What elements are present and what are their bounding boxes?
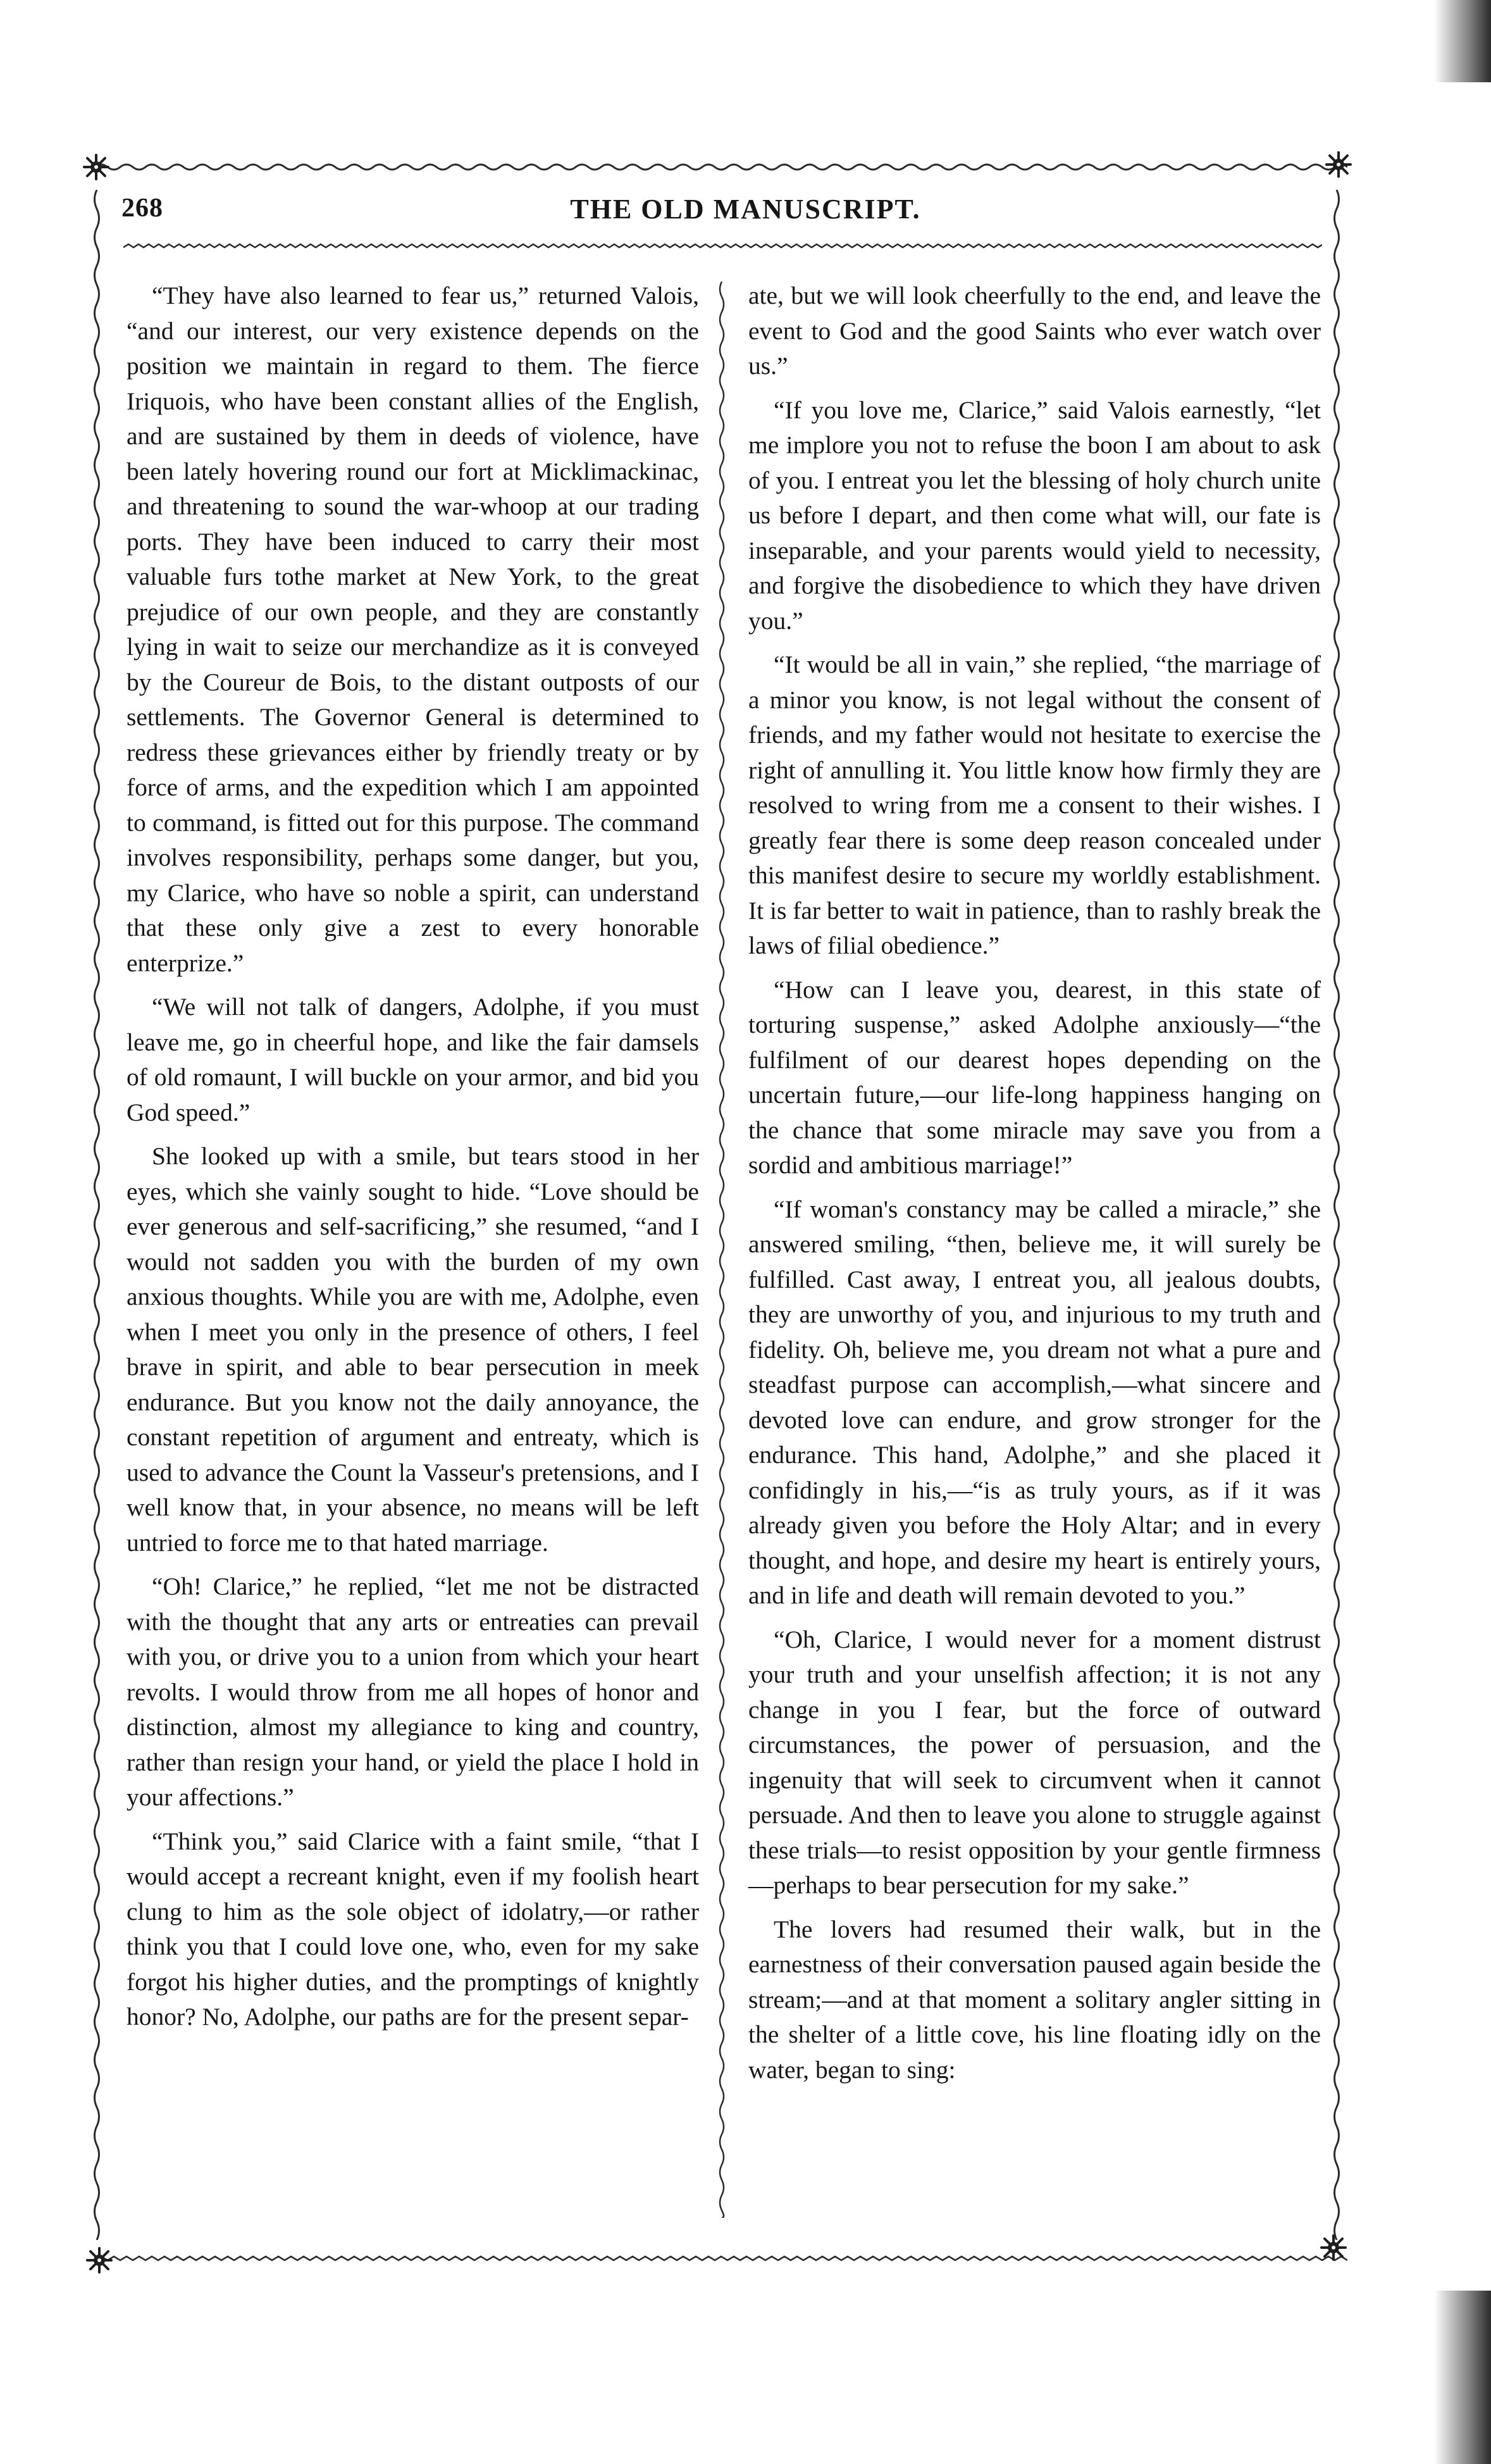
bottom-right-scan-shadow <box>1434 2291 1491 2464</box>
top-right-scan-shadow <box>1434 0 1491 82</box>
top-ornamental-rule <box>95 159 1347 175</box>
right-text-column <box>748 278 1321 2088</box>
paragraph: “Oh, Clarice, I would never for a moment distrust your truth and your unselfish affection; it is not any change in you I fear, but the force of outward circumstances, the power of persuasion, and the ingenuity that will seek to circumvent when it cannot persuade. And then to leave you alone to struggle against these trials—to resist opposition by your gentle firmness—perhaps to bear persecution for my sake.” <box>748 1625 1321 1899</box>
bottom-left-rosette-icon <box>85 2246 113 2274</box>
paragraph: “If woman's constancy may be called a miracle,” she answered smiling, “then, believe me, it will surely be fulfilled. Cast away, I entreat you, all jealous doubts, they are unworthy of you, and injurious to my truth and fidelity. Oh, believe me, you dream not what a pure and steadfast purpose can accomplish,—what sincere and devoted love can endure, and grow stronger for the endurance. This hand, Adolphe,” and she placed it confidingly in his,—“is as truly yours, as if it was already given you before the Holy Altar; and in every thought, and hope, and desire my heart is entirely yours, and in life and death will remain devoted to you.” <box>748 1195 1321 1609</box>
top-left-rosette-icon <box>82 153 110 181</box>
paragraph-continuation: ate, but we will look cheerfully to the end, and leave the event to God and the good Saints who ever watch over us.” <box>748 282 1321 380</box>
paragraph: “It would be all in vain,” she replied, “the marriage of a minor you know, is not legal without the consent of friends, and my father would not hesitate to exercise the right of annulling it. You little know how firmly they are resolved to wring from me a consent to their wishes. I greatly fear there is some deep reason concealed under this manifest desire to secure my worldly establishment. It is far better to wait in patience, than to rashly break the laws of filial obedience.” <box>748 650 1321 959</box>
wavy-rule-graphic <box>95 159 1347 175</box>
paragraph: “We will not talk of dangers, Adolphe, if you must leave me, go in cheerful hope, and like the fair damsels of old romaunt, I will buckle on your armor, and bid you God speed.” <box>127 993 699 1126</box>
header-underline-rule <box>123 242 1322 253</box>
left-border-rule <box>90 190 104 2240</box>
running-head-title: THE OLD MANUSCRIPT. <box>570 194 921 225</box>
bottom-right-rosette-icon <box>1320 2234 1347 2262</box>
paragraph: “Think you,” said Clarice with a faint smile, “that I would accept a recreant knight, even if my foolish heart clung to him as the sole object of idolatry,—or rather think you that I could love one, who, even for my sake forgot his higher duties, and the promptings of knightly honor? No, Adolphe, our paths are for the present separ- <box>127 1827 699 2031</box>
paragraph: The lovers had resumed their walk, but in the earnestness of their conversation paused again beside the stream;—and at that moment a solitary angler sitting in the shelter of a little cove, his line floating idly on the water, began to sing: <box>748 1915 1321 2084</box>
paragraph: She looked up with a smile, but tears stood in her eyes, which she vainly sought to hide. “Love should be ever generous and self-sacrificing,” she resumed, “and I would not sadden you with the burden of my own anxious thoughts. While you are with me, Adolphe, even when I meet you only in the presence of others, I feel brave in spirit, and able to bear persecution in meek endurance. But you know not the daily annoyance, the constant repetition of argument and entreaty, which is used to advance the Count la Vasseur's pretensions, and I well know that, in your absence, no means will be left untried to force me to that hated marriage. <box>127 1142 699 1557</box>
paragraph: “They have also learned to fear us,” returned Valois, “and our interest, our very existence depends on the position we maintain in regard to them. The fierce Iriquois, who have been constant allies of the English, and are sustained by them in deeds of violence, have been lately hovering round our fort at Micklimackinac, and threatening to sound the war-whoop at our trading ports. They have been induced to carry their most valuable furs tothe market at New York, to the great prejudice of our own people, and they are constantly lying in wait to seize our merchandize as it is conveyed by the Coureur de Bois, to the distant outposts of our settlements. The Governor General is determined to redress these grievances either by friendly treaty or by force of arms, and the expedition which I am appointed to command, is fitted out for this purpose. The command involves responsibility, perhaps some danger, but you, my Clarice, who have so noble a spirit, can understand that these only give a zest to every honorable enterprize.” <box>127 282 699 977</box>
paragraph: “How can I leave you, dearest, in this state of torturing suspense,” asked Adolphe anxiously—“the fulfilment of our dearest hopes depending on the uncertain future,—our life-long happiness hanging on the chance that some miracle may save you from a sordid and ambitious marriage!” <box>748 975 1321 1179</box>
page-number: 268 <box>121 194 163 223</box>
paragraph: “Oh! Clarice,” he replied, “let me not be distracted with the thought that any arts or entreaties can prevail with you, or drive you to a union from which your heart revolts. I would throw from me all hopes of honor and distinction, almost my allegiance to king and country, rather than resign your hand, or yield the place I hold in your affections.” <box>127 1572 699 1811</box>
paragraph: “If you love me, Clarice,” said Valois earnestly, “let me implore you not to refuse the boon I am about to ask of you. I entreat you let the blessing of holy church unite us before I depart, and then come what will, our fate is inseparable, and your parents would yield to necessity, and forgive the disobedience to which they have driven you.” <box>748 395 1321 635</box>
left-text-column <box>127 278 699 2035</box>
top-right-rosette-icon <box>1325 151 1352 178</box>
column-divider-rule <box>716 282 727 2218</box>
right-border-rule <box>1330 190 1344 2240</box>
bottom-ornamental-rule <box>95 2253 1347 2268</box>
